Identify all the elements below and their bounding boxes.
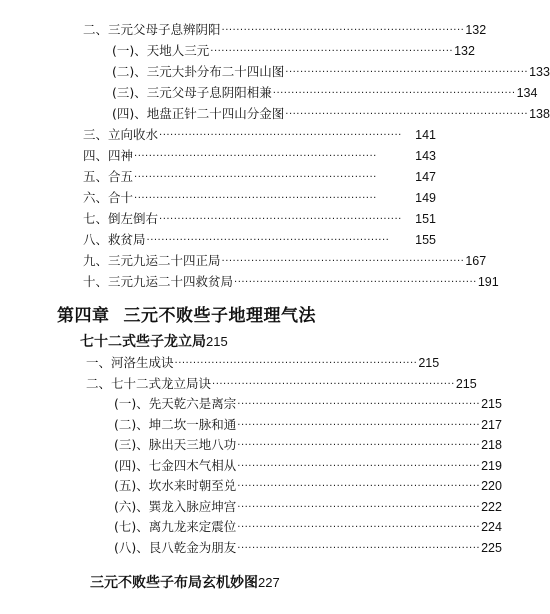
leader-dots: ·································································· [212,379,455,390]
toc-entry-page: 224 [481,520,502,534]
toc-entry-page: 222 [481,500,502,514]
leader-dots: ·································································· [159,130,402,141]
toc-entry [83,186,436,206]
toc-entry [114,536,502,556]
toc-entry-title: (三)、脉出天三地八功 [114,437,237,452]
toc-entry-page: 155 [415,233,436,247]
toc-entry [83,249,487,269]
leader-dots: ·································································· [159,214,402,225]
toc-entry-title: (一)、天地人三元 [112,43,210,58]
toc-entry-title: (一)、先天乾六是离宗 [114,396,237,411]
leader-dots: ·································································· [174,358,418,369]
section-title: 三元不败些子布局玄机妙图 [90,575,258,591]
toc-entry [83,228,436,248]
section-heading [80,331,228,351]
toc-entry [112,102,550,122]
toc-entry [83,270,499,290]
toc-entry-page: 167 [465,254,487,268]
leader-dots: ·································································· [237,481,481,492]
toc-entry-title: 三、立向收水 [83,127,159,142]
toc-entry-page: 219 [481,459,502,473]
toc-entry [86,372,477,392]
leader-dots: ·································································· [237,440,481,451]
toc-entry-page: 132 [465,23,487,37]
toc-entry-title: 一、河洛生成诀 [86,355,174,370]
toc-entry [112,81,538,101]
leader-dots: ·································································· [285,109,529,120]
toc-entry [114,433,502,453]
toc-entry-page: 147 [415,170,436,184]
section-page: 227 [258,575,280,590]
chapter-title: 三元不败些子地理理气法 [123,306,316,326]
toc-entry-title: (三)、三元父母子息阴阳相兼 [112,85,272,100]
section-page: 215 [206,334,228,349]
toc-entry-title: 二、三元父母子息辨阴阳 [83,22,221,37]
toc-entry-title: (五)、坎水来时朝至兑 [114,478,237,493]
toc-entry-page: 151 [415,212,436,226]
toc-entry [83,144,436,164]
leader-dots: ·································································· [272,88,516,99]
toc-entry [83,207,436,227]
toc-entry [83,123,436,143]
toc-entry [114,413,502,433]
leader-dots: ·································································· [285,67,529,78]
toc-entry-page: 133 [529,65,550,79]
toc-entry-page: 215 [481,397,502,411]
leader-dots: ·································································· [146,235,390,246]
leader-dots: ·································································· [221,256,465,267]
toc-entry-title: 五、合五 [83,169,134,184]
leader-dots: ·································································· [134,193,377,204]
toc-entry [114,495,502,515]
toc-entry-title: (六)、巽龙入脉应坤宫 [114,499,237,514]
toc-entry [112,60,550,80]
toc-entry [112,39,475,59]
toc-entry-page: 132 [454,44,475,58]
leader-dots: ·································································· [134,172,377,183]
toc-entry-page: 217 [481,418,502,432]
toc-entry-title: (七)、离九龙来定震位 [114,519,237,534]
toc-entry-page: 225 [481,541,502,555]
section-heading [90,572,280,592]
toc-entry-page: 215 [455,377,477,391]
toc-entry-title: 十、三元九运二十四救贫局 [83,274,234,289]
toc-entry-page: 191 [477,275,499,289]
toc-entry-page: 215 [418,356,440,370]
toc-entry-title: 二、七十二式龙立局诀 [86,376,212,391]
leader-dots: ·································································· [237,522,481,533]
leader-dots: ·································································· [237,420,481,431]
chapter-number: 第四章 [57,306,110,326]
toc-entry-title: 八、救贫局 [83,232,146,247]
toc-entry-page: 141 [415,128,436,142]
leader-dots: ·································································· [237,543,481,554]
leader-dots: ·································································· [237,399,481,410]
toc-entry-page: 143 [415,149,436,163]
toc-entry-page: 220 [481,479,502,493]
chapter-heading [57,301,316,326]
toc-entry-title: (四)、地盘正针二十四山分金图 [112,106,285,121]
toc-entry-page: 138 [529,107,550,121]
toc-entry-title: 九、三元九运二十四正局 [83,253,221,268]
toc-entry-title: (二)、坤二坎一脉和通 [114,417,237,432]
leader-dots: ·································································· [134,151,377,162]
leader-dots: ·································································· [210,46,454,57]
toc-entry [114,454,502,474]
toc-entry-page: 149 [415,191,436,205]
toc-entry [114,515,502,535]
toc-entry-title: (二)、三元大卦分布二十四山图 [112,64,285,79]
leader-dots: ·································································· [237,502,481,513]
toc-entry [86,351,439,371]
toc-entry-page: 134 [516,86,538,100]
section-title: 七十二式些子龙立局 [80,334,206,350]
toc-entry-title: (八)、艮八乾金为朋友 [114,540,237,555]
toc-entry [83,165,436,185]
toc-entry-title: 七、倒左倒右 [83,211,159,226]
toc-entry [114,474,502,494]
toc-entry-title: 六、合十 [83,190,134,205]
toc-entry-title: (四)、七金四木气相从 [114,458,237,473]
toc-entry-title: 四、四神 [83,148,134,163]
leader-dots: ·································································· [234,277,477,288]
toc-entry-page: 218 [481,438,502,452]
leader-dots: ·································································· [221,25,465,36]
toc-entry [114,392,502,412]
leader-dots: ·································································· [237,461,481,472]
toc-entry [83,18,487,38]
